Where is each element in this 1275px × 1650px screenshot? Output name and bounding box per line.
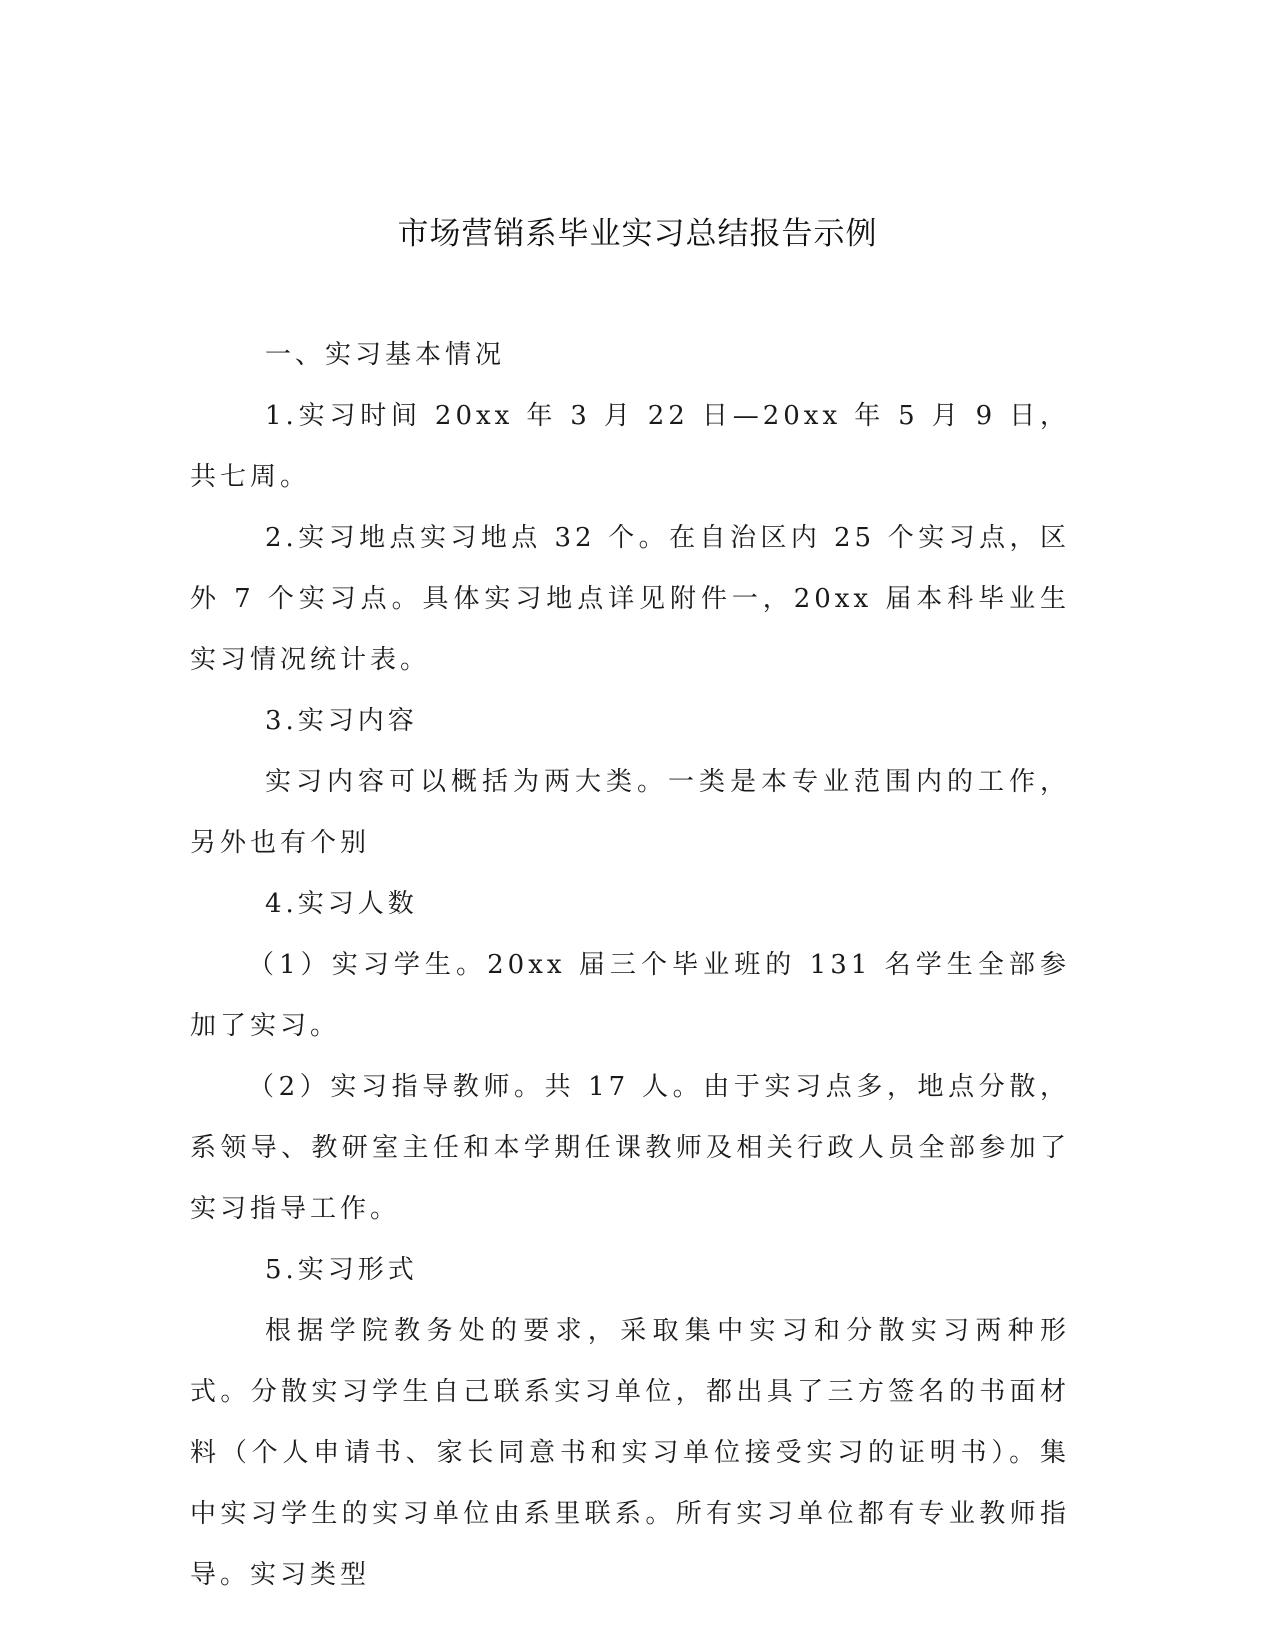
document-body (190, 325, 1070, 1606)
paragraph-internship-content: 实习内容可以概括为两大类。一类是本专业范围内的工作，另外也有个别 (190, 767, 1070, 858)
subheading-internship-count: 4.实习人数 (265, 889, 418, 919)
paragraph-internship-location: 2.实习地点实习地点 32 个。在自治区内 25 个实习点，区外 7 个实习点。具体实习地点详见附件一，20xx 届本科毕业生实习情况统计表。 (190, 523, 1070, 675)
subheading-internship-content: 3.实习内容 (265, 706, 418, 736)
paragraph-teachers: （2）实习指导教师。共 17 人。由于实习点多，地点分散，系领导、教研室主任和本学期任课教师及相关行政人员全部参加了实习指导工作。 (190, 1072, 1070, 1224)
paragraph-internship-time: 1.实习时间 20xx 年 3 月 22 日—20xx 年 5 月 9 日，共七周。 (190, 401, 1070, 492)
section-heading-basic-info: 一、实习基本情况 (265, 340, 506, 370)
paragraph-students: （1）实习学生。20xx 届三个毕业班的 131 名学生全部参加了实习。 (190, 950, 1070, 1041)
paragraph-internship-form: 根据学院教务处的要求，采取集中实习和分散实习两种形式。分散实习学生自己联系实习单位，都出具了三方签名的书面材料（个人申请书、家长同意书和实习单位接受实习的证明书）。集中实习学生的实习单位由系里联系。所有实习单位都有专业教师指导。实习类型 (190, 1316, 1070, 1590)
subheading-internship-form: 5.实习形式 (265, 1255, 418, 1285)
document-title: 市场营销系毕业实习总结报告示例 (397, 216, 878, 252)
